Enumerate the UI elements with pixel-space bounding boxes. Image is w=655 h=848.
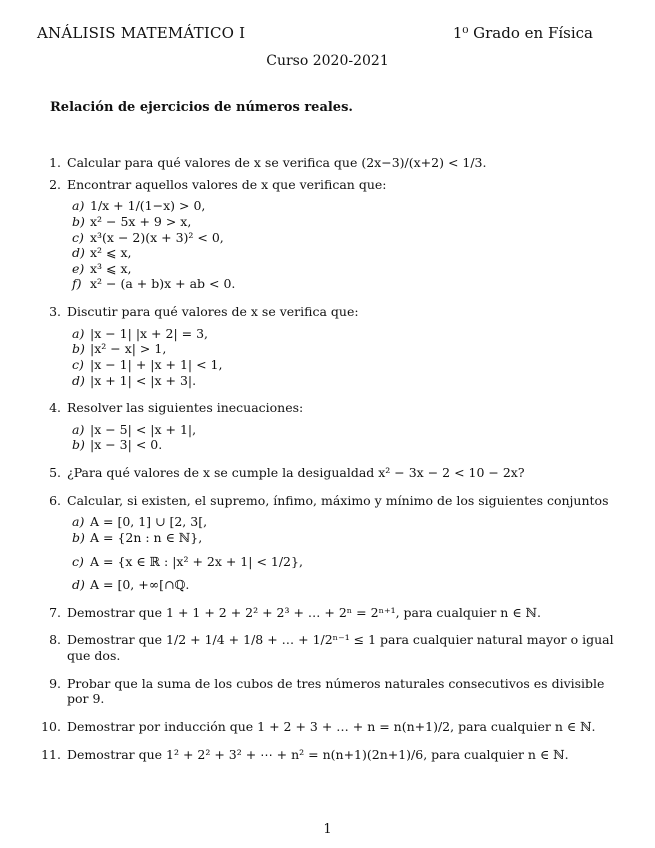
exercise-number: 9.	[49, 675, 61, 691]
item-text: A = {2n : n ∈ ℕ},	[90, 529, 203, 545]
item-label: b)	[72, 213, 85, 229]
item-text: |x + 1| < |x + 3|.	[90, 372, 197, 388]
list-item	[72, 422, 627, 438]
item-label: a)	[72, 198, 85, 214]
exercise-9	[37, 676, 627, 707]
exercise-text: Demostrar que 1² + 2² + 3² + ⋯ + n² = n(n+1)(2n+1)/6, para cualquier n ∈ ℕ.	[67, 746, 569, 762]
item-text: A = [0, 1] ∪ [2, 3[,	[90, 514, 208, 530]
exercise-text: Probar que la suma de los cubos de tres números naturales consecutivos es divisible por 9.	[67, 675, 605, 707]
exercise-4	[37, 400, 627, 416]
item-label: c)	[72, 553, 84, 569]
item-label: f)	[72, 276, 82, 292]
item-label: b)	[72, 341, 85, 357]
exercise-text: Resolver las siguientes inecuaciones:	[67, 400, 304, 416]
item-label: b)	[72, 529, 85, 545]
list-item	[72, 341, 627, 357]
item-text: A = {x ∈ ℝ : |x² + 2x + 1| < 1/2},	[90, 553, 303, 569]
item-label: a)	[72, 421, 85, 437]
exercise-10	[37, 719, 627, 735]
item-text: x² − (a + b)x + ab < 0.	[90, 276, 236, 292]
exercise-number: 10.	[41, 718, 61, 734]
exercise-5	[37, 465, 627, 481]
document-title: Relación de ejercicios de números reales.	[50, 100, 353, 115]
list-item	[72, 577, 627, 593]
exercise-6-items	[72, 514, 627, 593]
exercise-text: Demostrar por inducción que 1 + 2 + 3 + … + n = n(n+1)/2, para cualquier n ∈ ℕ.	[67, 718, 596, 734]
list-item	[72, 514, 627, 530]
list-item	[72, 276, 627, 292]
item-text: |x² − x| > 1,	[90, 341, 167, 357]
exercise-text: Demostrar que 1/2 + 1/4 + 1/8 + … + 1/2ⁿ⁻¹ ≤ 1 para cualquier natural mayor o igual que dos.	[67, 632, 614, 663]
list-item	[72, 554, 627, 570]
exercise-8	[37, 632, 627, 663]
item-label: d)	[72, 577, 85, 593]
list-item	[72, 230, 627, 246]
item-text: x³(x − 2)(x + 3)² < 0,	[90, 229, 224, 245]
item-text: x² − 5x + 9 > x,	[90, 213, 192, 229]
item-label: a)	[72, 514, 85, 530]
exercise-3-items	[72, 326, 627, 389]
exercise-11	[37, 747, 627, 763]
degree-name: 1⁰ Grado en Física	[452, 24, 593, 42]
page-number: 1	[323, 822, 332, 837]
exercise-number: 8.	[49, 632, 61, 648]
list-item	[72, 326, 627, 342]
item-label: e)	[72, 260, 85, 276]
list-item	[72, 357, 627, 373]
list-item	[72, 530, 627, 546]
item-text: x³ ⩽ x,	[90, 260, 132, 276]
item-text: A = [0, +∞[∩ℚ.	[90, 577, 190, 593]
exercise-text: Calcular, si existen, el supremo, ínfimo, máximo y mínimo de los siguientes conjuntos	[67, 492, 609, 508]
exercise-7	[37, 605, 627, 621]
list-item	[72, 373, 627, 389]
list-item	[72, 198, 627, 214]
item-text: |x − 1| + |x + 1| < 1,	[90, 356, 223, 372]
exercise-number: 6.	[49, 492, 61, 508]
list-item	[72, 245, 627, 261]
item-label: d)	[72, 372, 85, 388]
exercise-list	[37, 155, 627, 762]
exercise-number: 2.	[49, 176, 61, 192]
exercise-2	[37, 177, 627, 193]
item-label: c)	[72, 229, 84, 245]
list-item	[72, 214, 627, 230]
item-text: 1/x + 1/(1−x) > 0,	[90, 198, 206, 214]
item-text: |x − 5| < |x + 1|,	[90, 421, 197, 437]
exercise-text: Calcular para qué valores de x se verifica que (2x−3)/(x+2) < 1/3.	[67, 155, 487, 170]
exercise-text: Discutir para qué valores de x se verifica que:	[67, 304, 359, 319]
exercise-6	[37, 493, 627, 509]
exercise-number: 4.	[49, 400, 61, 416]
exercise-1	[37, 155, 627, 171]
exercise-number: 11.	[41, 746, 61, 762]
item-label: d)	[72, 245, 85, 261]
exercise-number: 5.	[49, 465, 61, 480]
exercise-4-items	[72, 422, 627, 453]
exercise-text: Encontrar aquellos valores de x que verifican que:	[67, 176, 387, 192]
item-text: |x − 1| |x + 2| = 3,	[90, 325, 209, 341]
item-text: |x − 3| < 0.	[90, 437, 163, 453]
exercise-number: 3.	[49, 304, 61, 319]
list-item	[72, 437, 627, 453]
exercise-text: Demostrar que 1 + 1 + 2 + 2² + 2³ + … + 2ⁿ = 2ⁿ⁺¹, para cualquier n ∈ ℕ.	[67, 604, 541, 620]
exercise-number: 1.	[49, 155, 61, 170]
course-name: ANÁLISIS MATEMÁTICO I	[37, 24, 246, 42]
exercise-number: 7.	[49, 604, 61, 620]
exercise-2-items	[72, 198, 627, 292]
exercise-text: ¿Para qué valores de x se cumple la desigualdad x² − 3x − 2 < 10 − 2x?	[67, 465, 525, 480]
item-text: x² ⩽ x,	[90, 245, 132, 261]
item-label: b)	[72, 437, 85, 453]
exercise-3	[37, 304, 627, 320]
course-year: Curso 2020-2021	[266, 53, 389, 69]
item-label: c)	[72, 356, 84, 372]
list-item	[72, 261, 627, 277]
item-label: a)	[72, 325, 85, 341]
